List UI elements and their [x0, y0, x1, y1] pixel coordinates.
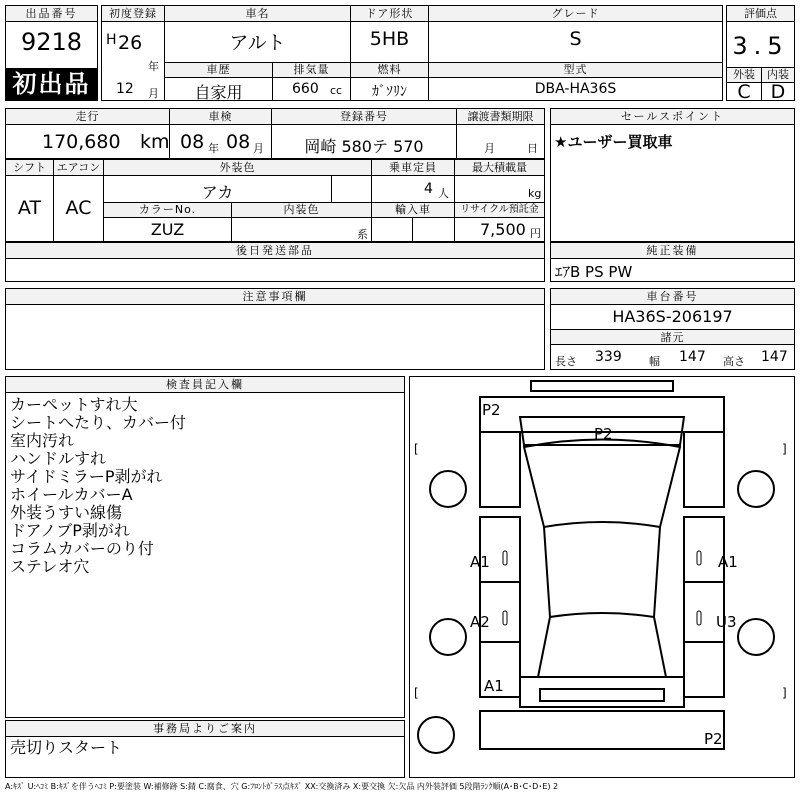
- equipment-label: 純正装備: [551, 243, 794, 259]
- office-box: [5, 720, 405, 778]
- chassis-box: [550, 288, 795, 370]
- lot-label: 出品番号: [6, 6, 97, 22]
- ext-color: アカ: [201, 183, 234, 202]
- recycle-fee: 7,500: [480, 220, 526, 239]
- lot-box: [5, 5, 98, 101]
- inspection-year-unit: 年: [208, 142, 219, 155]
- fuel: ｶﾞｿﾘﾝ: [372, 84, 407, 100]
- capacity-label: 乗車定員: [372, 160, 454, 175]
- history: 自家用: [194, 83, 243, 102]
- displacement: 660: [292, 81, 319, 97]
- mark-right-rear-door: U3: [716, 613, 737, 631]
- plate-label: 登録番号: [272, 109, 456, 124]
- sales-point-label: セールスポイント: [551, 109, 794, 125]
- int-color-unit: 系: [357, 228, 368, 241]
- import-label: 輸入車: [372, 203, 454, 217]
- exterior-label: 外装: [727, 68, 761, 82]
- reg-era: H: [106, 32, 117, 48]
- inspector-line: 外装うすい線傷: [10, 503, 123, 522]
- legend-footer: A:ｷｽﾞ U:ﾍｺﾐ B:ｷｽﾞを伴うﾍｺﾐ P:要塗装 W:補修跡 S:錆 C:腐食、穴 G:ﾌﾛﾝﾄｶﾞﾗｽ点ｷｽﾞ XX:交換済み X:要交換 欠:欠品 内外装評価 5段階ﾗﾝｸ順(A･B･C･D･E) 2: [5, 782, 559, 791]
- score-box: [726, 5, 795, 101]
- model-code: DBA-HA36S: [534, 81, 617, 97]
- score: 3.5: [732, 32, 789, 60]
- fuel-label: 燃料: [351, 63, 428, 77]
- chassis-number: HA36S-206197: [612, 307, 733, 326]
- score-label: 評価点: [727, 6, 794, 22]
- inspection-month: 08: [226, 131, 251, 153]
- mark-left-rear-door: A2: [470, 613, 490, 631]
- capacity: 4: [424, 181, 433, 197]
- car-name-label: 車名: [165, 6, 350, 21]
- ext-color-label: 外装色: [104, 160, 371, 175]
- row3-box: [5, 159, 545, 242]
- inspector-line: ホイールカバーA: [10, 485, 133, 504]
- transfer-day-unit: 日: [527, 142, 538, 155]
- car-diagram-svg: [410, 377, 794, 777]
- inspector-line: コラムカバーのり付: [10, 539, 154, 558]
- row2-box: [5, 108, 545, 159]
- inspector-line: シートへたり、カバー付: [10, 413, 187, 432]
- inspector-line: ハンドルすれ: [10, 449, 107, 468]
- color-no-label: カラーNo.: [104, 203, 231, 217]
- mileage-label: 走行: [6, 109, 169, 124]
- shift: AT: [17, 197, 42, 219]
- inspector-line: ドアノブP剥がれ: [10, 521, 130, 540]
- mark-rear-bumper: P2: [704, 730, 723, 748]
- exterior-score: C: [737, 81, 751, 103]
- transfer-month-unit: 月: [484, 142, 495, 155]
- mark-front-bumper: P2: [482, 401, 501, 419]
- transfer-label: 譲渡書類期限: [457, 109, 544, 124]
- ac: AC: [65, 197, 92, 219]
- int-color-label: 内装色: [232, 203, 371, 217]
- inspector-label: 検査員記入欄: [6, 377, 404, 393]
- dims-label: 諸元: [551, 330, 794, 345]
- equipment: ｴｱB PS PW: [555, 263, 633, 281]
- plate-number: 岡崎 580テ 570: [304, 137, 424, 156]
- inspector-line: カーペットすれ大: [10, 395, 138, 414]
- svg-text:[: [: [414, 442, 419, 456]
- sales-point-box: [550, 108, 795, 242]
- car-name: アルト: [229, 32, 286, 54]
- first-listing-badge: 初出品: [6, 68, 97, 100]
- reg-year: 26: [118, 32, 143, 54]
- inspection-label: 車検: [170, 109, 271, 124]
- reg-month-unit: 月: [148, 87, 159, 100]
- inspector-line: サイドミラーP剥がれ: [10, 467, 163, 486]
- grade-label: グレード: [429, 6, 722, 21]
- mark-left-rear-quarter: A1: [484, 677, 504, 695]
- inspector-line: 室内汚れ: [10, 431, 75, 450]
- chassis-label: 車台番号: [551, 289, 794, 305]
- equipment-box: [550, 242, 795, 282]
- recycle-label: リサイクル預託金: [455, 203, 544, 217]
- load-unit: kg: [528, 187, 542, 200]
- later-parts-label: 後日発送部品: [6, 243, 544, 259]
- later-parts-box: [5, 242, 545, 282]
- height: 147: [761, 349, 788, 365]
- capacity-unit: 人: [438, 187, 449, 200]
- length: 339: [595, 349, 622, 365]
- mark-hood: P2: [594, 425, 613, 443]
- displacement-unit: cc: [330, 84, 343, 97]
- inspector-line: ステレオ穴: [10, 557, 90, 576]
- height-label: 高さ: [723, 355, 745, 368]
- interior-score: D: [770, 81, 786, 103]
- svg-text:]: ]: [782, 442, 787, 456]
- mark-right-front-door: A1: [718, 553, 738, 571]
- mileage-unit: km: [140, 131, 170, 153]
- inspection-year: 08: [180, 131, 205, 153]
- reg-year-unit: 年: [148, 60, 159, 73]
- notes-box: [5, 288, 545, 370]
- load-label: 最大積載量: [455, 160, 544, 175]
- door-type: 5HB: [369, 28, 410, 50]
- color-no: ZUZ: [150, 220, 185, 239]
- ac-label: エアコン: [54, 160, 103, 175]
- history-label: 車歴: [165, 63, 272, 77]
- door-label: ドア形状: [351, 6, 428, 21]
- width-label: 幅: [649, 355, 660, 368]
- inspector-box: [5, 376, 405, 718]
- mileage: 170,680: [42, 131, 121, 153]
- svg-text:[: [: [414, 686, 419, 700]
- vehicle-info-box: [101, 5, 723, 101]
- car-diagram: [409, 376, 795, 778]
- notes-label: 注意事項欄: [6, 289, 544, 305]
- reg-label: 初度登録: [102, 6, 164, 21]
- interior-label: 内装: [762, 68, 794, 82]
- reg-month: 12: [116, 81, 134, 97]
- office-label: 事務局よりご案内: [6, 721, 404, 737]
- lot-number: 9218: [20, 28, 83, 56]
- mark-left-front-door: A1: [470, 553, 490, 571]
- office-text: 売切りスタート: [10, 738, 123, 757]
- recycle-unit: 円: [530, 227, 541, 240]
- displacement-label: 排気量: [273, 63, 350, 77]
- length-label: 長さ: [555, 355, 577, 368]
- sales-point: ★ユーザー買取車: [554, 133, 673, 151]
- grade: S: [569, 28, 582, 50]
- width: 147: [679, 349, 706, 365]
- svg-text:]: ]: [782, 686, 787, 700]
- inspection-month-unit: 月: [253, 142, 264, 155]
- shift-label: シフト: [6, 160, 53, 175]
- model-label: 型式: [429, 63, 722, 77]
